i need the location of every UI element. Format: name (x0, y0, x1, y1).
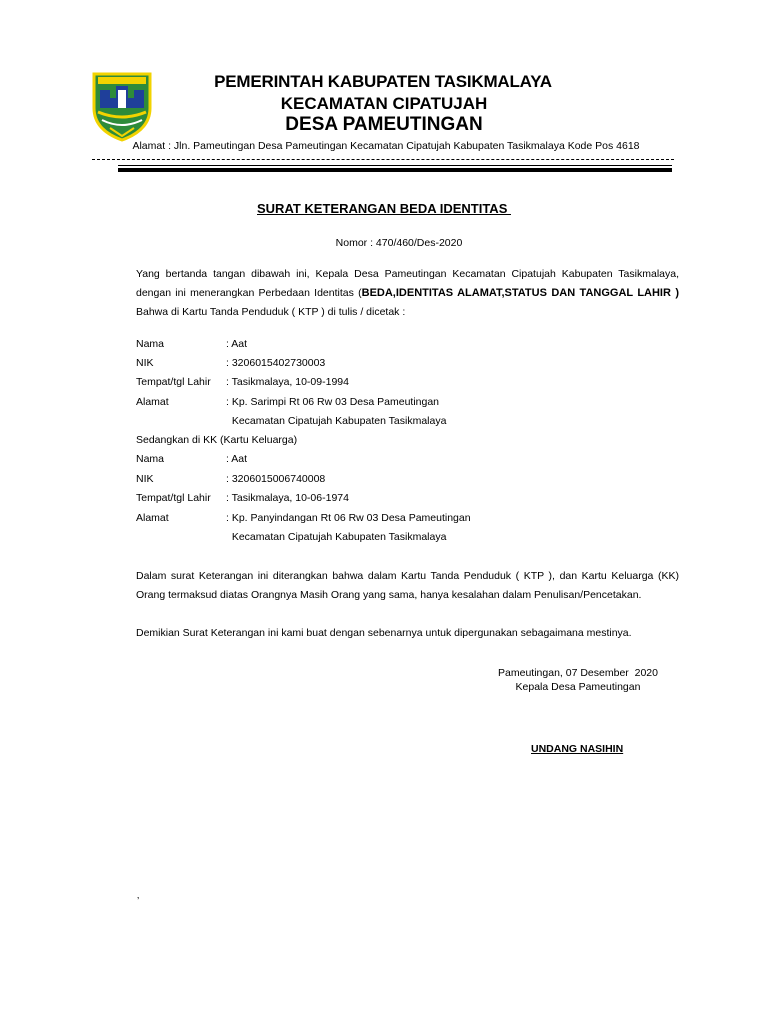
thick-divider (118, 168, 672, 172)
letterhead-line-3: DESA PAMEUTINGAN (285, 114, 483, 135)
dashed-divider (92, 159, 674, 160)
signature-name: UNDANG NASIHIN (531, 743, 624, 755)
signature-place-date: Pameutingan, 07 Desember 2020 (498, 667, 658, 679)
closing-paragraph: Dalam surat Keterangan ini diterangkan bahwa dalam Kartu Tanda Penduduk ( KTP ), dan Kartu Keluarga (KK) Orang termaksud diatas Orangnya Masih Orang yang sama, hanya kesalahan dalam Penulisan/Pencetakan. (136, 570, 679, 601)
signature-role: Kepala Desa Pameutingan (515, 681, 641, 693)
closing-statement: Demikian Surat Keterangan ini kami buat dengan sebenarnya untuk dipergunakan sebagaimana mestinya. (136, 627, 632, 639)
letterhead-line-1: PEMERINTAH KABUPATEN TASIKMALAYA (214, 72, 552, 91)
letterhead-address: Alamat : Jln. Pameutingan Desa Pameutingan Kecamatan Cipatujah Kabupaten Tasikmalaya Kode Pos 4618 (132, 140, 640, 152)
thin-divider (118, 165, 672, 166)
intro-paragraph: Yang bertanda tangan dibawah ini, Kepala Desa Pameutingan Kecamatan Cipatujah Kabupaten Tasikmalaya, dengan ini menerangkan Perbedaan Identitas (BEDA,IDENTITAS ALAMAT,STATUS DAN TANGGAL LAHIR ) Bahwa di Kartu Tanda Penduduk ( KTP ) di tulis / dicetak : (136, 268, 679, 318)
letterhead-line-2: KECAMATAN CIPATUJAH (280, 94, 488, 113)
letter-number: Nomor : 470/460/Des-2020 (335, 237, 463, 249)
intro-bold: BEDA,IDENTITAS ALAMAT,STATUS DAN TANGGAL LAHIR ) (361, 287, 679, 299)
letter-title: SURAT KETERANGAN BEDA IDENTITAS (257, 201, 511, 216)
letter-page: PEMERINTAH KABUPATEN TASIKMALAYA KECAMATAN CIPATUJAH DESA PAMEUTINGAN Alamat : Jln. Pameutingan Desa Pameutingan Kecamatan Cipatujah Kabupaten Tasikmalaya Kode Pos 4618 SURAT KETERANGAN BEDA IDENTITAS Nomor : 470/460/Des-2020 Yang bertanda tangan dibawah ini, Kepala Desa Pameutingan Kecamatan Cipatujah Kabupaten Tasikmalaya, dengan ini menerangkan Perbedaan Identitas (BEDA,IDENTITAS ALAMAT,STATUS DAN TANGGAL LAHIR ) Bahwa di Kartu Tanda Penduduk ( KTP ) di tulis / dicetak : Nama : Aat NIK : 3206015402730003 Tempat/tgl Lahir : Tasikmalaya, 10-09-1994 Alamat : Kp. Sarimpi Rt 06 Rw 03 Desa Pameutingan Kecamatan Cipatujah Kabupaten Tasikmalaya Sedangkan di KK (Kartu Keluarga) Nama : Aat NIK : 3206015006740008 Tempat/tgl Lahir : Tasikmalaya, 10-06-1974 Alamat : Kp. Panyindangan Rt 06 Rw 03 Desa Pameutingan Kecamatan Cipatujah Kabupaten Tasikmalaya Dalam surat Keterangan ini diterangkan bahwa dalam Kartu Tanda Penduduk ( KTP ), dan Kartu Keluarga (KK) Orang termaksud diatas Orangnya Masih Orang yang sama, hanya kesalahan dalam Penulisan/Pencetakan. Demikian Surat Keterangan ini kami buat dengan sebenarnya untuk dipergunakan sebagaimana mestinya. Pameutingan, 07 Desember 2020 Kepala Desa Pameutingan UNDANG NASIHIN ‚ (0, 0, 768, 1024)
stray-mark: ‚ (137, 890, 140, 901)
